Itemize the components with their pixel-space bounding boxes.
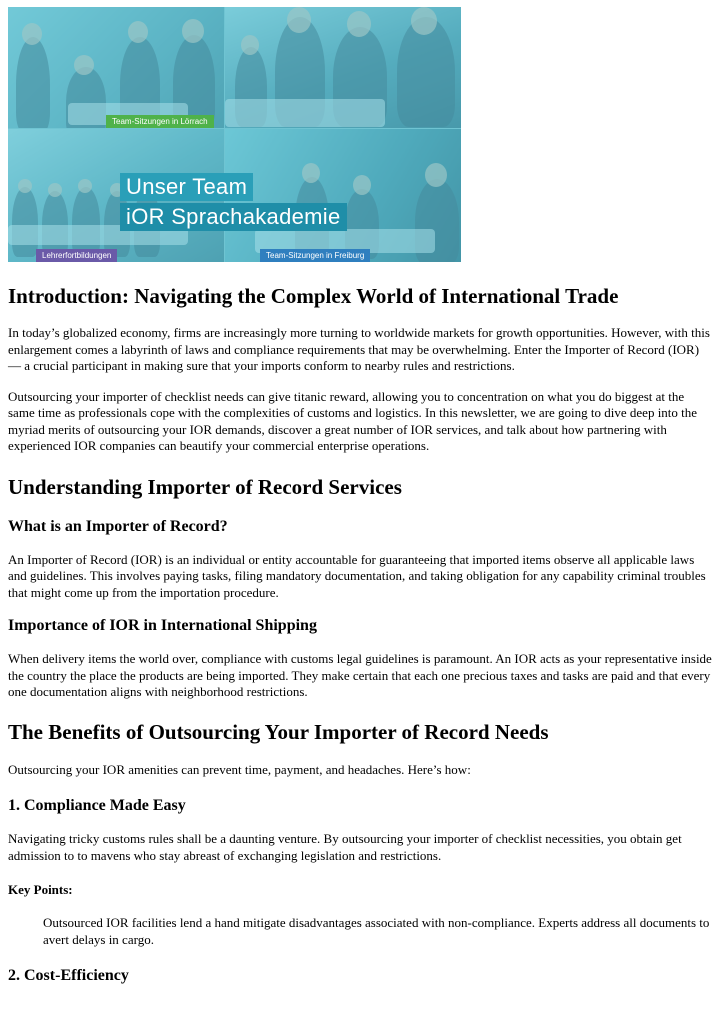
paragraph-importance-ior: When delivery items the world over, compliance with customs legal guidelines is paramount. An IOR acts as your representative inside the country the place the products are being imported. They make certain that each one precious taxes and tasks are paid and that every one documentation aligns with neighborhood restrictions. — [8, 651, 712, 699]
paragraph-intro-2: Outsourcing your importer of checklist needs can give titanic reward, allowing you to concentration on what you do biggest at the same time as professionals cope with the complexities of customs and logistics. In this newsletter, we are going to dive deep into the myriad merits of outsourcing your IOR demands, discover a great number of IOR services, and talk about how partnering with experienced IOR companies can beautify your commercial enterprise operations. — [8, 388, 698, 453]
photo-team-meeting-loerrach — [8, 7, 224, 128]
heading-what-is-ior: What is an Importer of Record? — [8, 517, 228, 535]
caption-tag-teacher-training: Lehrerfortbildungen — [36, 249, 117, 262]
hero-title-line1: Unser Team — [120, 173, 253, 201]
photo-team-working — [225, 7, 461, 128]
article-page — [8, 7, 714, 987]
heading-compliance: 1. Compliance Made Easy — [8, 797, 186, 814]
hero-title-line2: iOR Sprachakademie — [120, 203, 347, 231]
caption-tag-freiburg: Team-Sitzungen in Freiburg — [260, 249, 370, 262]
paragraph-key-points: Outsourced IOR facilities lend a hand mitigate disadvantages associated with non-compliance. Experts address all documents to avert delays in cargo. — [43, 915, 710, 947]
paragraph-intro-1: In today’s globalized economy, firms are increasingly more turning to worldwide markets for growth opportunities. However, with this enlargement comes a labyrinth of laws and compliance requirements that may be overwhelming. Enter the Importer of Record (IOR) — a crucial participant in making sure that your imports conform to nearby rules and restrictions. — [8, 325, 710, 373]
heading-cost-efficiency: 2. Cost-Efficiency — [8, 967, 129, 984]
team-collage-image — [8, 7, 461, 262]
hero-title — [120, 173, 347, 231]
heading-introduction: Introduction: Navigating the Complex World of International Trade — [8, 284, 619, 308]
paragraph-benefits: Outsourcing your IOR amenities can prevent time, payment, and headaches. Here’s how: — [8, 761, 471, 777]
caption-tag-loerrach: Team-Sitzungen in Lörrach — [106, 115, 214, 128]
paragraph-compliance: Navigating tricky customs rules shall be a daunting venture. By outsourcing your importer of checklist necessities, you obtain get admission to to mavens who stay abreast of exchanging legislation and restrictions. — [8, 831, 682, 863]
heading-understanding: Understanding Importer of Record Services — [8, 474, 402, 499]
heading-benefits: The Benefits of Outsourcing Your Importer of Record Needs — [8, 719, 549, 744]
heading-key-points: Key Points: — [8, 882, 73, 897]
paragraph-what-is-ior: An Importer of Record (IOR) is an individual or entity accountable for guaranteeing that imported items observe all applicable laws and guidelines. This involves paying tasks, filing mandatory documentation, and taking obligation for any capability criminal troubles that might come up from the importation procedure. — [8, 551, 706, 600]
heading-importance-ior: Importance of IOR in International Shipping — [8, 617, 317, 634]
